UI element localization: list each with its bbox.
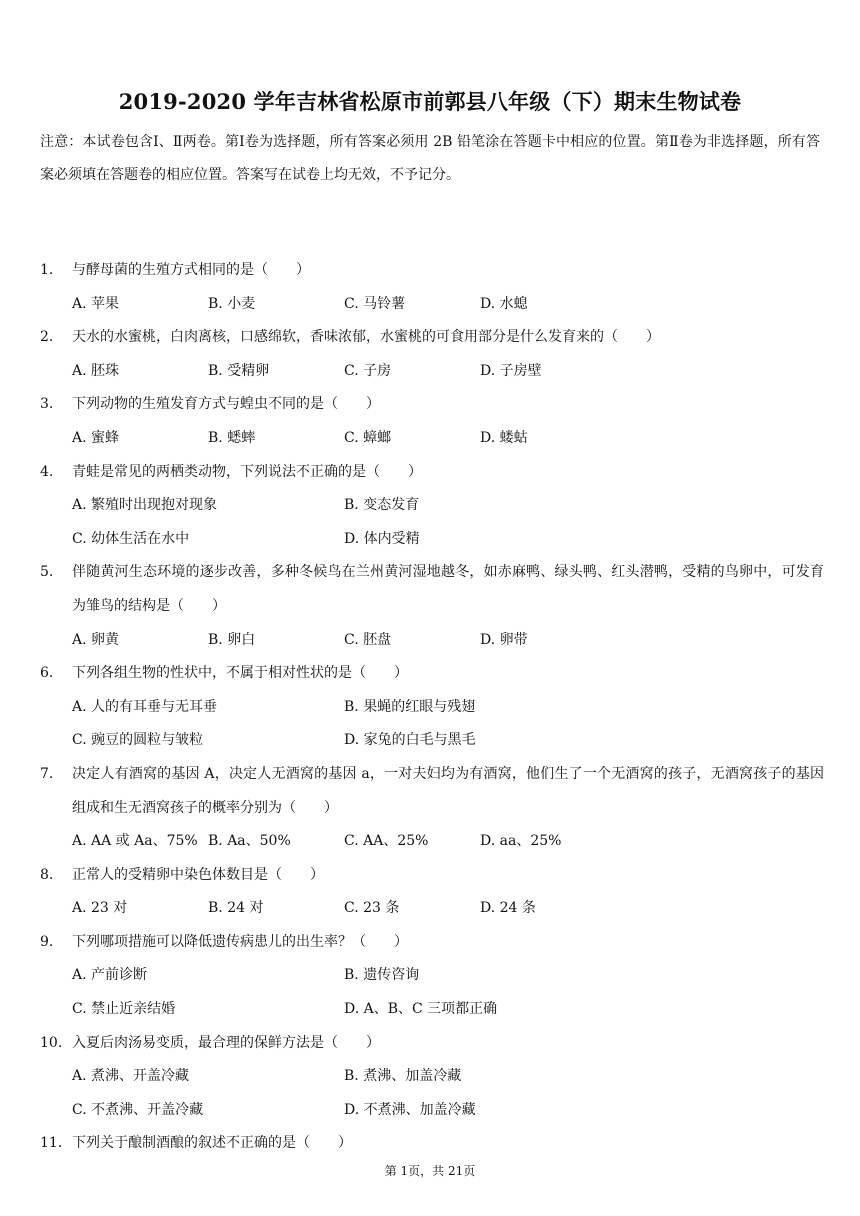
question-number: 7. [40,765,54,782]
question-options [72,825,824,859]
option-a: A. 卵黄 [72,631,120,648]
option-a: A. 蜜蜂 [72,429,120,446]
question-number: 11. [40,1135,63,1152]
question-number: 5. [40,564,54,581]
option-b: B. 24 对 [208,900,264,917]
question-number: 8. [40,866,54,883]
question-number: 6. [40,665,54,682]
option-c: C. 子房 [344,362,392,379]
option-d: D. aa、25% [480,833,562,850]
question-item [40,556,824,657]
question-stem: 正常人的受精卵中染色体数目是（ ） [72,866,324,883]
option-d: D. 水螅 [480,295,528,312]
question-list [40,254,824,1161]
option-a: A. 23 对 [72,900,128,917]
question-number: 9. [40,933,54,950]
question-options [72,624,824,658]
question-item [40,1127,824,1161]
option-d: D. A、B、C 三项都正确 [344,1001,498,1018]
option-c: C. 豌豆的圆粒与皱粒 [72,732,204,749]
question-options [72,892,824,926]
option-d: D. 卵带 [480,631,528,648]
option-c: C. 禁止近亲结婚 [72,1001,176,1018]
option-b: B. 变态发育 [344,497,420,514]
question-options [72,422,824,456]
question-stem: 与酵母菌的生殖方式相同的是（ ） [72,262,310,278]
question-options [72,1060,824,1127]
question-stem: 下列关于酿制酒酿的叙述不正确的是（ ） [72,1135,352,1152]
question-stem: 入夏后肉汤易变质，最合理的保鲜方法是（ ） [72,1034,380,1051]
option-c: C. 蟑螂 [344,429,392,446]
question-stem: 伴随黄河生态环境的逐步改善，多种冬候鸟在兰州黄河湿地越冬，如赤麻鸭、绿头鸭、红头潜鸭，受精的鸟卵中，可发育为雏鸟的结构是（ ） [72,564,824,614]
option-c: C. 胚盘 [344,631,392,648]
question-stem: 下列动物的生殖发育方式与蝗虫不同的是（ ） [72,396,380,413]
option-c: C. AA、25% [344,833,429,850]
option-b: B. 遗传咨询 [344,967,420,984]
question-options [72,489,824,556]
question-item [40,254,824,321]
question-item [40,388,824,455]
question-item [40,859,824,926]
question-number: 10. [40,1034,63,1051]
option-b: B. 果蝇的红眼与残翅 [344,698,476,715]
option-d: D. 24 条 [480,900,536,917]
question-stem: 下列各组生物的性状中，不属于相对性状的是（ ） [72,665,408,682]
option-b: B. 煮沸、加盖冷藏 [344,1068,462,1085]
question-item [40,657,824,758]
option-b: B. Aa、50% [208,833,291,850]
question-options [72,691,824,758]
question-item [40,758,824,859]
question-item [40,926,824,1027]
question-options [72,355,824,389]
option-c: C. 幼体生活在水中 [72,530,190,547]
question-item [40,1027,824,1128]
option-d: D. 家兔的白毛与黑毛 [344,732,476,749]
option-a: A. AA 或 Aa、75% [72,833,198,850]
question-number: 1. [40,262,54,278]
question-stem: 下列哪项措施可以降低遗传病患儿的出生率？（ ） [72,933,408,950]
option-b: B. 小麦 [208,295,256,312]
question-number: 4. [40,463,54,480]
question-number: 3. [40,396,54,413]
option-b: B. 受精卵 [208,362,270,379]
option-d: D. 蝼蛄 [480,429,528,446]
option-a: A. 苹果 [72,295,120,312]
question-stem: 天水的水蜜桃，白肉离核，口感绵软，香味浓郁，水蜜桃的可食用部分是什么发育来的（ ） [72,329,660,346]
option-b: B. 卵白 [208,631,256,648]
option-b: B. 蟋蟀 [208,429,256,446]
option-a: A. 人的有耳垂与无耳垂 [72,698,218,715]
question-options [72,959,824,1026]
question-item [40,321,824,388]
page-title: 2019-2020 学年吉林省松原市前郭县八年级（下）期末生物试卷 [118,89,742,114]
option-c: C. 马铃薯 [344,295,406,312]
question-number: 2. [40,329,54,346]
question-options [72,288,824,322]
option-a: A. 繁殖时出现抱对现象 [72,497,218,514]
option-a: A. 煮沸、开盖冷藏 [72,1068,190,1085]
option-d: D. 不煮沸、加盖冷藏 [344,1101,476,1118]
question-stem: 决定人有酒窝的基因 A，决定人无酒窝的基因 a，一对夫妇均为有酒窝，他们生了一个无酒窝的孩子，无酒窝孩子的基因组成和生无酒窝孩子的概率分别为（ ） [72,765,824,816]
option-a: A. 胚珠 [72,362,120,379]
option-c: C. 23 条 [344,900,400,917]
option-c: C. 不煮沸、开盖冷藏 [72,1101,204,1118]
option-a: A. 产前诊断 [72,967,148,984]
option-d: D. 体内受精 [344,530,420,547]
option-d: D. 子房壁 [480,362,542,379]
page-footer: 第 1页，共 21页 [384,1164,476,1178]
question-stem: 青蛙是常见的两栖类动物，下列说法不正确的是（ ） [72,463,422,480]
question-item [40,456,824,557]
exam-notice: 注意：本试卷包含Ⅰ、Ⅱ两卷。第Ⅰ卷为选择题，所有答案必须用 2B 铅笔涂在答题卡中相应的位置。第Ⅱ卷为非选择题，所有答案必须填在答题卷的相应位置。答案写在试卷上均无效，不予记分。 [40,134,820,183]
